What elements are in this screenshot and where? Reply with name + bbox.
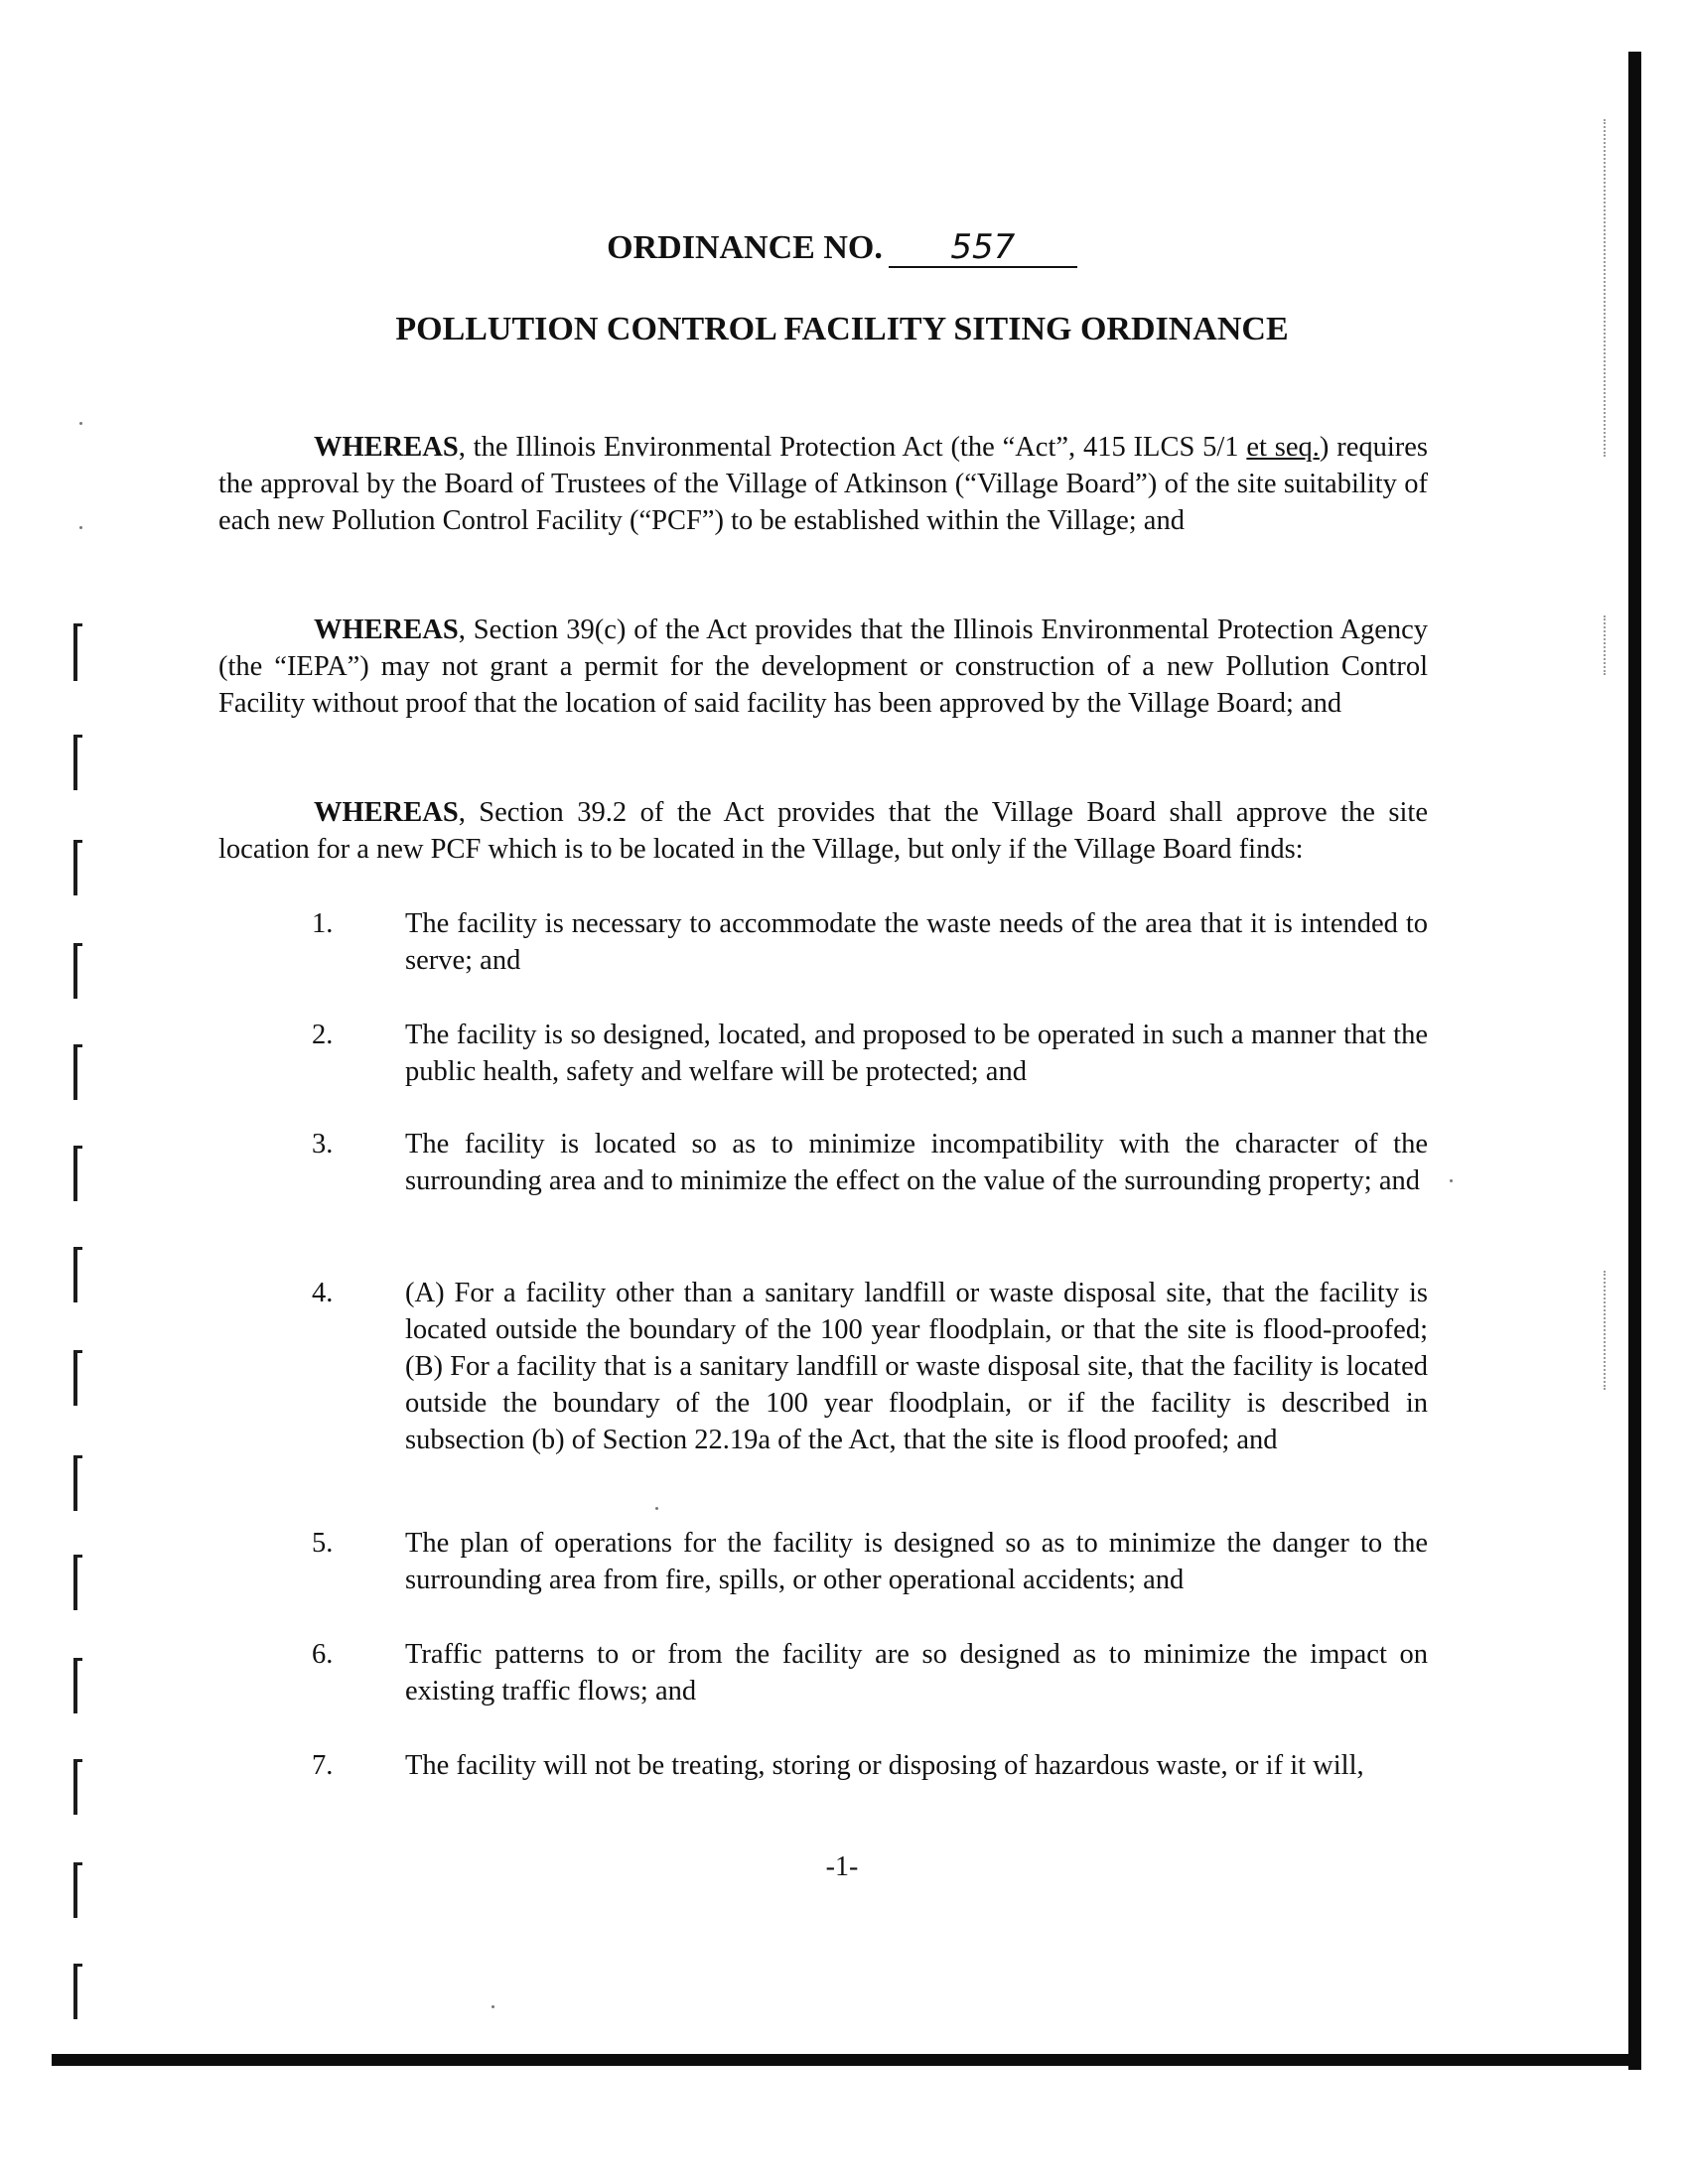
criterion-text: (A) For a facility other than a sanitary landfill or waste disposal site, that the facility is located outside the boundary of the 100 year floodplain, or that the site is flood-proofed; (B) For a facility that is a sanitary landfill or waste disposal site, that the facility is located outside the boundary of the 100 year floodplain, or if the facility is described in subsection (b) of Section 22.19a of the Act, that the site is flood proofed; and: [405, 1278, 1428, 1455]
scan-edge-right: [1628, 52, 1641, 2070]
scan-noise-right: [1604, 1271, 1610, 1390]
et-seq-citation: et seq.: [1246, 432, 1320, 463]
scan-edge-bottom: [52, 2054, 1641, 2066]
criterion-item: [312, 1747, 1428, 1784]
criterion-number: 3.: [312, 1129, 334, 1160]
criterion-number: 7.: [312, 1750, 334, 1781]
whereas-keyword: WHEREAS: [314, 614, 459, 645]
scan-margin-mark: [73, 943, 77, 999]
scan-margin-mark: [73, 1759, 77, 1815]
criterion-number: 6.: [312, 1639, 334, 1670]
criterion-item: [312, 1636, 1428, 1709]
criterion-text: The facility will not be treating, storing or disposing of hazardous waste, or if it will,: [405, 1750, 1364, 1781]
criterion-number: 4.: [312, 1278, 334, 1308]
ordinance-number-handwritten: 557: [889, 228, 1077, 268]
scan-speck: [491, 2005, 494, 2008]
whereas-text: , the Illinois Environmental Protection Act (the “Act”, 415 ILCS 5/1: [458, 432, 1247, 463]
criterion-number: 1.: [312, 908, 334, 939]
ordinance-number-heading: [0, 228, 1684, 268]
scan-margin-mark: [73, 1455, 77, 1511]
scan-margin-mark: [73, 840, 77, 895]
criterion-text: The facility is necessary to accommodate the waste needs of the area that it is intended to serve; and: [405, 908, 1428, 976]
criterion-text: The facility is so designed, located, and proposed to be operated in such a manner that the public health, safety and welfare will be protected; and: [405, 1020, 1428, 1087]
ordinance-label: ORDINANCE NO.: [607, 229, 883, 266]
criterion-item: [312, 1126, 1428, 1199]
whereas-keyword: WHEREAS: [314, 432, 459, 463]
scan-margin-mark: [73, 1658, 77, 1713]
page-number: -1-: [825, 1851, 859, 1882]
document-title: POLLUTION CONTROL FACILITY SITING ORDINANCE: [395, 311, 1289, 347]
criterion-number: 5.: [312, 1528, 334, 1559]
scan-margin-mark: [73, 1555, 77, 1610]
whereas-clause-2: [218, 612, 1428, 722]
scan-speck: [79, 526, 82, 529]
criterion-text: Traffic patterns to or from the facility are so designed as to minimize the impact on existing traffic flows; and: [405, 1639, 1428, 1706]
scan-margin-mark: [73, 1146, 77, 1201]
scan-margin-mark: [73, 1247, 77, 1302]
criterion-item: [312, 1017, 1428, 1090]
whereas-clause-3: [218, 794, 1428, 868]
criterion-item: [312, 1275, 1428, 1458]
whereas-text: , Section 39(c) of the Act provides that the Illinois Environmental Protection Agency (the “IEPA”) may not grant a permit for the development or construction of a new Pollution Control Facility without proof that the location of said facility has been approved by the Village Board; and: [218, 614, 1428, 719]
scan-margin-mark: [73, 1350, 77, 1406]
scan-margin-mark: [73, 1044, 77, 1100]
criterion-text: The plan of operations for the facility is designed so as to minimize the danger to the surrounding area from fire, spills, or other operational accidents; and: [405, 1528, 1428, 1595]
scan-speck: [1450, 1179, 1453, 1182]
scan-margin-mark: [73, 1964, 77, 2019]
criterion-item: [312, 1525, 1428, 1598]
criterion-number: 2.: [312, 1020, 334, 1050]
whereas-text: , Section 39.2 of the Act provides that the Village Board shall approve the site location for a new PCF which is to be located in the Village, but only if the Village Board finds:: [218, 797, 1428, 865]
criterion-item: [312, 905, 1428, 979]
whereas-text: ) requires the approval by the Board of Trustees of the Village of Atkinson (“Village Board”) of the site suitability of each new Pollution Control Facility (“PCF”) to be established within the Village; and: [218, 432, 1428, 536]
whereas-keyword: WHEREAS: [314, 797, 459, 828]
scan-speck: [79, 422, 82, 425]
scan-noise-right: [1604, 615, 1610, 675]
scan-margin-mark: [73, 735, 77, 790]
scan-noise-right: [1604, 119, 1610, 457]
scan-margin-mark: [73, 623, 77, 681]
scan-speck: [655, 1507, 658, 1510]
criterion-text: The facility is located so as to minimize incompatibility with the character of the surrounding area and to minimize the effect on the value of the surrounding property; and: [405, 1129, 1428, 1196]
whereas-clause-1: [218, 429, 1428, 539]
